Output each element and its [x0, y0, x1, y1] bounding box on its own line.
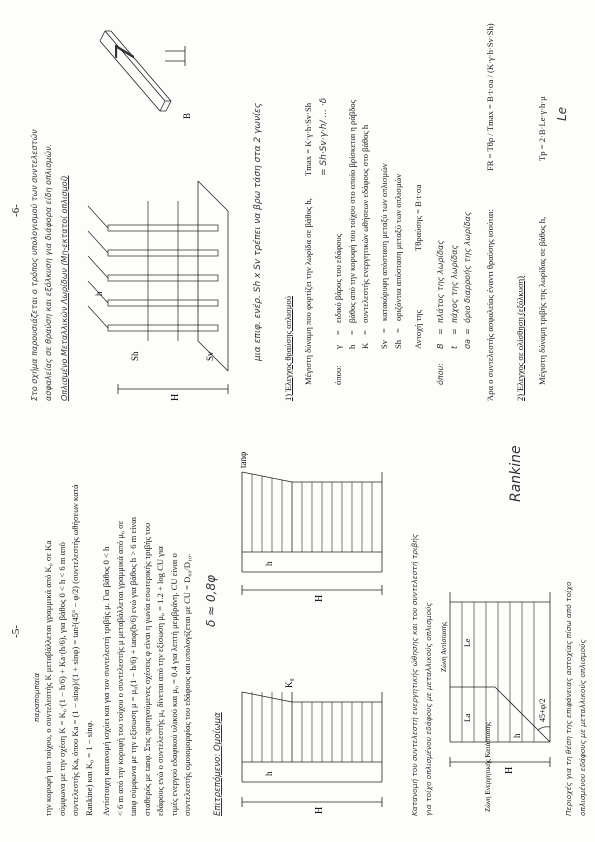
pullout-formula: Tp = 2·B·Le·γ·h·μ [537, 96, 547, 161]
symbol: Sh [392, 339, 403, 349]
symbol-definitions-bottom [434, 5, 475, 385]
page-five [0, 421, 595, 842]
handwritten-note: μια επιφ. ενέρ. Sh x Sv τρέπει να βρω τάση στα 2 γωνίες [253, 102, 263, 361]
wall-isometric-drawing [88, 181, 228, 394]
safety-factor-formula: FR = Tθρ / Tmax = B·t·σa / (K·γ·h·Sv·Sh) [485, 23, 495, 171]
text-line: συντελεστής Ka, όπου Ka = (1 − sinφ)/(1 + sinφ) = tan²(45° − φ/2) (συντελεστής ωθήσεων κατά [70, 484, 80, 816]
text-line: συντελεστής ομοιομορφίας του εδάφους και υπολογίζεται με CU = D₆₀/D₁₀. [182, 553, 192, 816]
zone-anchor-label: Ζώνη Αντίστασης [440, 622, 448, 672]
symbol-eq: = [360, 330, 370, 335]
strip-detail-drawing [100, 31, 185, 111]
label-la: La [463, 713, 472, 722]
section-two-heading: 2) Έλεγχος σε ολίσθηση (εξόλκυση) [515, 276, 525, 401]
symbol-eq: = [392, 328, 403, 333]
label-H-left: H [314, 806, 325, 814]
symbol-definitions-top [332, 5, 373, 385]
text-line: σύμφωνα με την σχέση K = K₀·(1 − h/6) + Ka·(h/6), για βάθος 0 < h < 6 m από [56, 542, 67, 816]
resistance-formula: Tθραύσης = B·t·σa [413, 184, 423, 251]
text-line: σταθερός με tanφ. Στις προηγούμενες σχέσεις φ είναι η γωνία εσωτερικής τριβής του [141, 522, 152, 816]
label-H-right: H [314, 594, 325, 602]
symbol-row [434, 5, 448, 385]
symbol: γ [333, 345, 343, 349]
text-line: την κορυφή του τοίχου, ο συντελεστής K μεταβάλλεται γραμμικά από Κ₀ σε Κa [43, 540, 53, 816]
caption-line: Περιοχές για τη θέση της επιφάνειας αστοχίας πίσω από τοίχο [564, 581, 573, 816]
symbol-row [346, 5, 360, 385]
label-angle: 45+φ/2 [538, 698, 547, 722]
max-force-label: Μέγιστη δύναμη που φορτίζει την λωρίδα σε βάθος h, [303, 198, 313, 385]
label-sh: Sh [130, 351, 140, 361]
symbol-row [448, 5, 462, 385]
symbol-desc: ειδικό βάρος του εδάφους [333, 233, 343, 323]
symbol: h [346, 344, 357, 349]
text-line: εδάφους ενώ ο συντελεστής μ₀ δίνεται από την εξίσωση μ₀ = 1.2 + log CU για [155, 546, 165, 816]
text-line: Αντίστοιχη κατανομή ισχύει και για τον συντελεστή τριβής μ. Για βάθος 0 < h [101, 546, 111, 816]
label-h-wall: h [94, 291, 104, 296]
handwritten-delta-note: δ ≈ 0,8φ [204, 574, 218, 627]
label-h-right: h [264, 561, 274, 566]
k-distribution-diagram [242, 692, 382, 807]
page-number: -5- [10, 625, 22, 638]
label-h-fig2: h [512, 733, 522, 738]
handwritten-rankine: Rankine [508, 445, 524, 502]
text-line: τιμές ενεργού εδαφικού υλικού και μ₀ = 0.4 για λεπτή μεμβράνη. CU είναι ο [168, 553, 179, 816]
symbol: σa [463, 339, 472, 349]
reinforced-wall-figure [78, 141, 243, 401]
label-h-left: h [264, 771, 274, 776]
symbol-row [461, 5, 475, 385]
handwritten-above: παραπομπαία [32, 672, 41, 722]
coefficient-distribution-figure [232, 432, 402, 822]
symbol-desc: κατακόρυφη απόσταση μεταξύ των οπλισμών [379, 163, 389, 321]
symbol-eq: = [463, 328, 472, 335]
symbol-definitions-spacing [378, 9, 405, 349]
symbol: Sv [379, 339, 389, 349]
text-line: Rankine) και K₀ = 1 − sinφ. [83, 720, 94, 816]
symbol-prefix: όπου: [436, 363, 445, 385]
symbol-desc: συντελεστής ενεργητικών ωθήσεων εδάφους στο βάθος h [360, 124, 370, 323]
label-b: B [182, 112, 192, 119]
symbol-eq: = [346, 330, 357, 335]
safety-factor-label: Άρα ο συντελεστής ασφαλείας έναντι θραύσης ισούται: [485, 209, 495, 401]
symbol-row [392, 9, 406, 349]
symbol-desc: όριο διαρροής της λωρίδας [463, 211, 472, 323]
pullout-label: Μέγιστη δύναμη τριβής της λωρίδας σε βάθος h, [537, 216, 547, 385]
symbol-prefix: όπου: [333, 365, 343, 385]
handwritten-le: Le [555, 106, 569, 121]
intro-line: ασφαλείας σε θραύση και εξόλκυση για διάφορα είδη οπλισμών. [43, 143, 53, 401]
label-tanphi: tanφ [238, 451, 248, 468]
handwritten-number: 7 [111, 44, 141, 61]
symbol: B [436, 343, 445, 349]
symbol-eq: = [449, 328, 459, 335]
failure-zone-drawing [450, 592, 550, 767]
symbol-desc: οριζόντια απόσταση μεταξύ των οπλισμών [392, 173, 403, 321]
symbol-row [378, 9, 392, 349]
section-heading: Οπλισμένο Μεταλλικών Λωρίδων (Μη-εκτατοί οπλισμοί) [60, 175, 69, 401]
paragraph-two [100, 436, 195, 816]
symbol-row [359, 5, 373, 385]
intro-text [28, 11, 55, 401]
page-number: -6- [10, 204, 22, 217]
caption-line: Κατανομή του συντελεστή ενεργητικής ώθησης και του συντελεστή τριβής [410, 533, 419, 816]
label-le: Le [463, 638, 472, 647]
label-k0: K₀ [284, 678, 294, 688]
section-heading: Επιτρεπόμενο: Ομοίωμα [213, 712, 223, 816]
symbol: t [449, 345, 459, 349]
figure-one-caption [408, 426, 435, 816]
label-H-wall: H [170, 393, 181, 401]
text-line: tanφ σύμφωνα με την εξίσωση μ = μ₀(1 − h/6) + tanφ(h/6) ενώ για βάθος h > 6 m είναι [128, 516, 138, 816]
symbol-row [332, 5, 346, 385]
symbol-eq: = [333, 330, 343, 335]
symbol-eq: = [379, 328, 389, 333]
handwritten-formula: = Sh·Sv·γ·h/ ... ·δ [319, 97, 329, 176]
failure-zone-figure [440, 522, 560, 822]
caption-line: οπλισμένου εδάφους με μεταλλικούς οπλισμούς [577, 639, 587, 816]
section-one-heading: 1) Έλεγχος θραύσης οπλισμού [283, 296, 293, 401]
zone-active-label: Ζώνη Ενεργητικής Κατάστασης [484, 722, 492, 812]
tmax-formula: Tmax = K·γ·h·Sv·Sh [303, 102, 313, 176]
symbol: K [360, 342, 370, 349]
label-H-fig2: H [504, 766, 515, 774]
symbol-desc: πλάτος της λωρίδας [436, 240, 445, 323]
paragraph-one [42, 436, 96, 816]
intro-line: Στο σχήμα παρουσιάζεται ο τρόπος υπολογισμού των συντελεστών [30, 129, 39, 401]
mu-distribution-diagram [242, 472, 382, 595]
strip-detail-figure [90, 11, 200, 121]
label-sv: Sv [205, 351, 215, 361]
resistance-label: Αντοχή της [413, 309, 423, 349]
text-line: < 6 m από την κορυφή του τοίχου ο συντελεστής μ μεταβάλλεται γραμμικά από μ₀ σε [114, 520, 125, 816]
symbol-eq: = [436, 328, 445, 335]
symbol-desc: βάθος από την κορυφή του τοίχου στο οποίο βρίσκεται η ράβδος [346, 100, 357, 323]
symbol-desc: πάχος της λωρίδας [449, 244, 459, 323]
figure-two-caption [562, 426, 589, 816]
caption-line: για τοίχο οπλισμένου εδάφους με μεταλλικούς οπλισμούς [423, 602, 433, 816]
